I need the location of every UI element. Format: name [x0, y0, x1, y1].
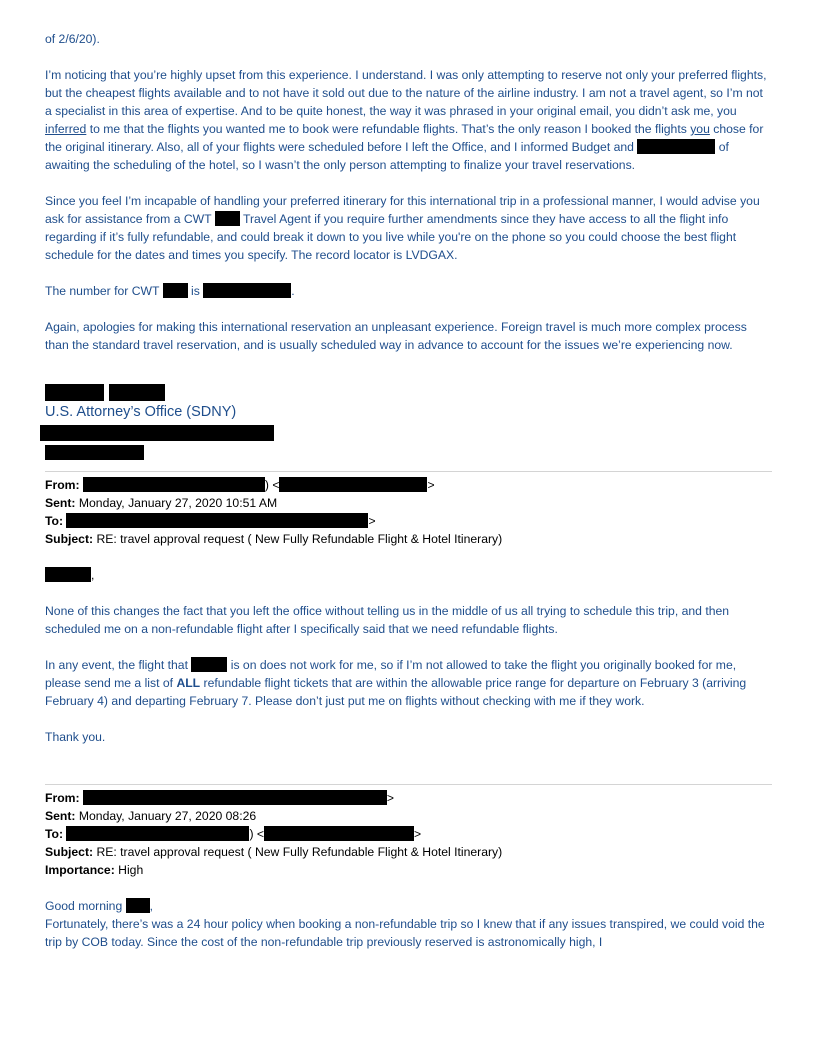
- redaction-box: [191, 657, 227, 672]
- paragraph-date-fragment: of 2/6/20).: [45, 32, 100, 46]
- from-line: From: >: [45, 791, 395, 805]
- from-line: From: ) < >: [45, 478, 435, 492]
- redaction-box: [279, 477, 427, 492]
- redaction-box: [215, 211, 240, 226]
- paragraph-cwt-number: The number for CWT is .: [45, 284, 295, 298]
- subject-line: Subject: RE: travel approval request ( New Fully Refundable Flight & Hotel Itinerary): [45, 532, 503, 546]
- subject-line: Subject: RE: travel approval request ( New Fully Refundable Flight & Hotel Itinerary): [45, 845, 503, 859]
- redaction-box: [203, 283, 291, 298]
- paragraph-thanks: Thank you.: [45, 730, 106, 744]
- signature-office: U.S. Attorney’s Office (SDNY): [45, 404, 237, 420]
- email-header: [45, 476, 772, 548]
- redaction-box: [163, 283, 188, 298]
- importance-line: Importance: High: [45, 863, 144, 877]
- paragraph-apology: Again, apologies for making this international reservation an unpleasant experience. Foreign travel is much more complex process than the standard travel reservation, and is usually scheduled way in advance to account for the issues we’re experiencing now.: [45, 320, 747, 352]
- redaction-box: [264, 826, 414, 841]
- to-line: To: ) < >: [45, 827, 422, 841]
- paragraph-cwt-advice: Since you feel I’m incapable of handling your preferred itinerary for this international trip in a professional manner, I would advise you ask for assistance from a CWT Travel Agent if you require further amendments since they have access to all the flight info regarding if it’s fully refundable, and could break it down to you live while you're on the phone so you could choose the best flight schedule for the dates and times you specify. The record locator is LVDGAX.: [45, 194, 760, 262]
- redaction-box: [83, 477, 265, 492]
- emphasis-all: ALL: [176, 676, 201, 690]
- redaction-box: [126, 898, 150, 913]
- sent-line: Sent: Monday, January 27, 2020 08:26: [45, 809, 257, 823]
- email3-greeting: Good morning ,: [45, 899, 154, 913]
- to-line: To: >: [45, 514, 376, 528]
- paragraph-complaint: None of this changes the fact that you left the office without telling us in the middle of us all trying to schedule this trip, and then scheduled me on a non-refundable flight after I specifically said that we need refundable flights.: [45, 604, 730, 636]
- signature-name-redacted: [45, 384, 772, 401]
- redaction-box: [109, 384, 165, 401]
- redaction-box: [66, 513, 368, 528]
- redaction-box: [66, 826, 249, 841]
- email2-greeting: ,: [45, 566, 772, 584]
- underlined-word-you: you: [690, 122, 710, 136]
- redaction-box: [40, 425, 274, 441]
- redaction-box: [637, 139, 715, 154]
- redaction-box: [83, 790, 387, 805]
- redaction-box: [45, 567, 91, 582]
- paragraph-policy: Fortunately, there’s was a 24 hour policy when booking a non-refundable trip so I knew that if any issues transpired, we could void the trip by COB today. Since the cost of the non-refundable trip previously reserved is astronomically high, I: [45, 917, 765, 949]
- sent-line: Sent: Monday, January 27, 2020 10:51 AM: [45, 496, 278, 510]
- paragraph-flight-request: In any event, the flight that is on does not work for me, so if I’m not allowed to take the flight you originally booked for me, please send me a list of ALL refundable flight tickets that are within the allowable price range for departure on February 3 (arriving February 4) and departing February 7. Please don’t just put me on flights without checking with me if they work.: [45, 658, 747, 708]
- redaction-box: [45, 384, 104, 401]
- underlined-word-inferred: inferred: [45, 122, 87, 136]
- email-document: [45, 30, 772, 951]
- redaction-box: [45, 445, 144, 460]
- email-header: [45, 789, 772, 879]
- paragraph-upset: I’m noticing that you’re highly upset from this experience. I understand. I was only attempting to reserve not only your preferred flights, but the cheapest flights available and to not have it sold out due to the nature of the airline industry. I am not a travel agent, so I’m not a specialist in this area of expertise. And to be quite honest, the way it was phrased in your original email, you didn’t ask me, you inferred to me that the flights you wanted me to book were refundable flights. That’s the only reason I booked the flights you chose for the original itinerary. Also, all of your flights were scheduled before I left the Office, and I informed Budget and of awaiting the scheduling of the hotel, so I wasn’t the only person attempting to finalize your travel reservations.: [45, 68, 767, 172]
